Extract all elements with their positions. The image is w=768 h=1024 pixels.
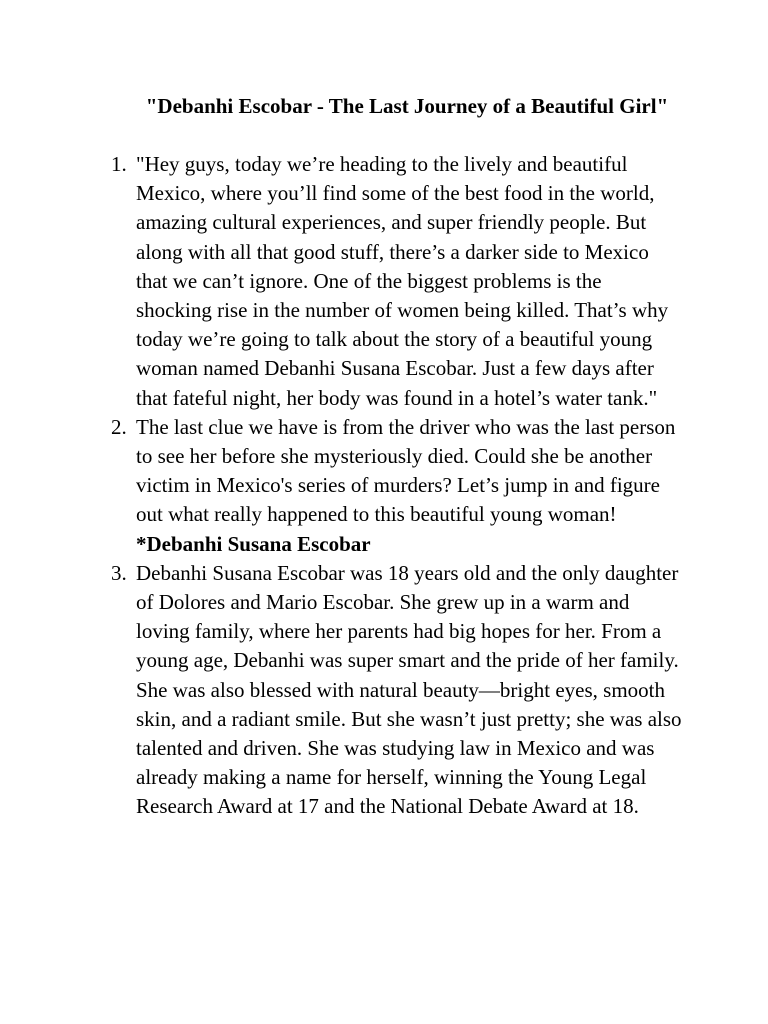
document-title: "Debanhi Escobar - The Last Journey of a Beautiful Girl" (145, 94, 669, 118)
numbered-paragraph-list (111, 150, 682, 822)
list-item (111, 413, 682, 559)
paragraph-text: Debanhi Susana Escobar was 18 years old and the only daughter of Dolores and Mario Escobar. She grew up in a warm and loving family, where her parents had big hopes for her. From a young age, Debanhi was super smart and the pride of her family. She was also blessed with natural beauty—bright eyes, smooth skin, and a radiant smile. But she wasn’t just pretty; she was also talented and driven. She was studying law in Mexico and was already making a name for herself, winning the Young Legal Research Award at 17 and the National Debate Award at 18. (136, 560, 682, 819)
paragraph-text: The last clue we have is from the driver who was the last person to see her before she mysteriously died. Could she be another victim in Mexico's series of murders? Let’s jump in and figure out what really happened to this beautiful young woman! (136, 414, 676, 527)
list-number: 3. (111, 560, 127, 585)
list-number: 1. (111, 152, 127, 176)
paragraph-text: "Hey guys, today we’re heading to the lively and beautiful Mexico, where you’ll find some of the best food in the world, amazing cultural experiences, and super friendly people. But along with all that good stuff, there’s a darker side to Mexico that we can’t ignore. One of the biggest problems is the shocking rise in the number of women being killed. That’s why today we’re going to talk about the story of a beautiful young woman named Debanhi Susana Escobar. Just a few days after that fateful night, her body was found in a hotel’s water tank." (136, 152, 669, 410)
section-subheading: *Debanhi Susana Escobar (136, 531, 371, 556)
list-item (111, 150, 682, 413)
list-number: 2. (111, 414, 127, 439)
list-item (111, 559, 682, 822)
